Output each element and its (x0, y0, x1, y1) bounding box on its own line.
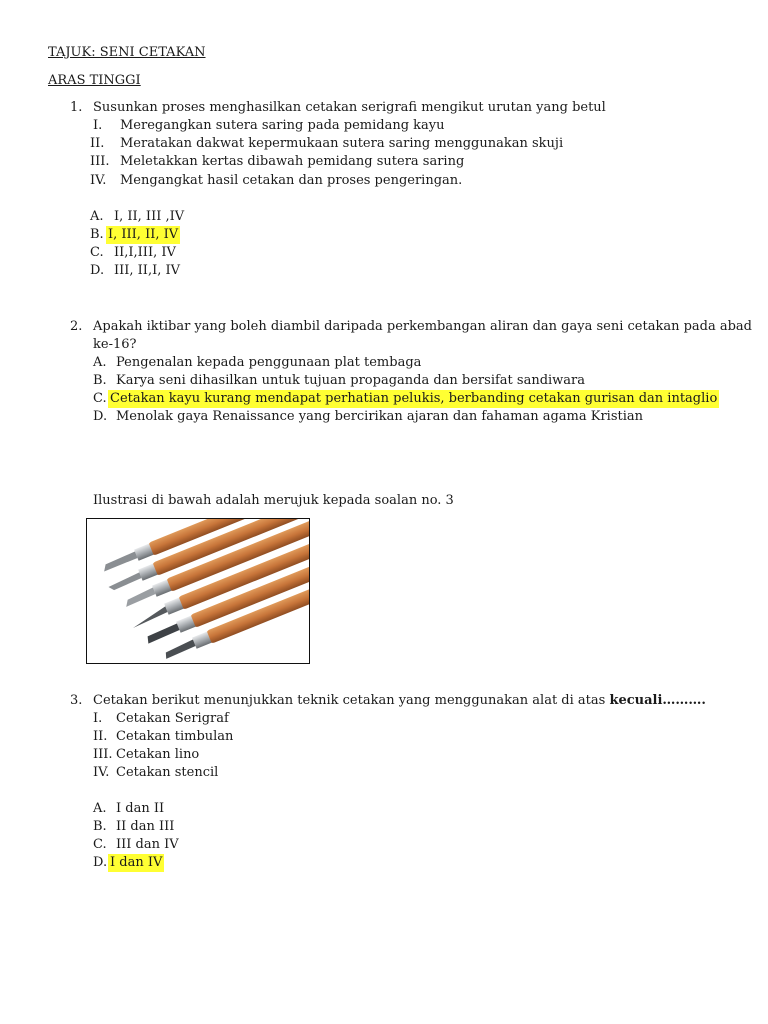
q1-option-letter: B. (90, 227, 104, 242)
q1-item-text: Meregangkan sutera saring pada pemidang kayu (120, 118, 445, 133)
illustration-caption: Ilustrasi di bawah adalah merujuk kepada soalan no. 3 (93, 493, 454, 508)
q1-text: Susunkan proses menghasilkan cetakan serigrafi mengikut urutan yang betul (93, 100, 606, 115)
q1-item-text: Meratakan dakwat kepermukaan sutera saring menggunakan skuji (120, 136, 564, 151)
q3-emphasis: kecuali………. (609, 693, 706, 708)
q3-item-roman: III. (93, 747, 113, 762)
q2-option-letter: D. (93, 409, 108, 424)
level-heading: ARAS TINGGI (48, 73, 141, 88)
q2-answer-highlight: Cetakan kayu kurang mendapat perhatian pelukis, berbanding cetakan gurisan dan intaglio (110, 391, 718, 406)
q1-item-text: Mengangkat hasil cetakan dan proses pengeringan. (120, 173, 463, 188)
q3-answer-highlight: I dan IV (110, 855, 163, 870)
q3-option-text: III dan IV (116, 837, 179, 852)
q2-option-text: Karya seni dihasilkan untuk tujuan propaganda dan bersifat sandiwara (116, 373, 586, 388)
q2-option-letter: C. (93, 391, 107, 406)
q1-answer-highlight: I, III, II, IV (108, 227, 179, 242)
q1-option-text: II,I,III, IV (114, 245, 176, 260)
q1-item-text: Meletakkan kertas dibawah pemidang sutera saring (120, 154, 465, 169)
q3-item-roman: IV. (93, 765, 110, 780)
q3-option-letter: C. (93, 837, 107, 852)
q2-text-line1: Apakah iktibar yang boleh diambil daripada perkembangan aliran dan gaya seni cetakan pada abad (93, 319, 752, 334)
q1-item-roman: II. (90, 136, 105, 151)
q3-option-letter: D. (93, 855, 108, 870)
q1-number: 1. (70, 100, 83, 115)
q3-item-roman: II. (93, 729, 108, 744)
q1-option-letter: D. (90, 263, 105, 278)
q1-option-letter: C. (90, 245, 104, 260)
q3-option-letter: A. (93, 801, 107, 816)
q3-item-roman: I. (93, 711, 103, 726)
q1-option-text: I, II, III ,IV (114, 209, 185, 224)
carving-tools-image (86, 518, 310, 664)
q2-option-letter: A. (93, 355, 107, 370)
q3-option-text: II dan III (116, 819, 175, 834)
q2-text-line2: ke-16? (93, 337, 137, 352)
q1-option-letter: A. (90, 209, 104, 224)
q1-option-text: III, II,I, IV (114, 263, 180, 278)
q3-option-text: I dan II (116, 801, 165, 816)
q2-option-text: Pengenalan kepada penggunaan plat tembaga (116, 355, 422, 370)
q1-item-roman: IV. (90, 173, 107, 188)
q1-item-roman: I. (93, 118, 103, 133)
topic-heading: TAJUK: SENI CETAKAN (48, 45, 206, 60)
q1-item-roman: III. (90, 154, 110, 169)
q2-number: 2. (70, 319, 83, 334)
q2-option-text: Menolak gaya Renaissance yang bercirikan ajaran dan fahaman agama Kristian (116, 409, 643, 424)
q3-text (93, 692, 706, 710)
q3-option-letter: B. (93, 819, 107, 834)
carving-tools-drawing (87, 519, 309, 663)
q3-number: 3. (70, 693, 83, 708)
q3-text-main: Cetakan berikut menunjukkan teknik cetakan yang menggunakan alat di atas (93, 693, 610, 708)
q2-option-letter: B. (93, 373, 107, 388)
q3-item-text: Cetakan Serigraf (116, 711, 229, 726)
q3-item-text: Cetakan timbulan (116, 729, 234, 744)
q3-item-text: Cetakan lino (116, 747, 200, 762)
q3-item-text: Cetakan stencil (116, 765, 219, 780)
